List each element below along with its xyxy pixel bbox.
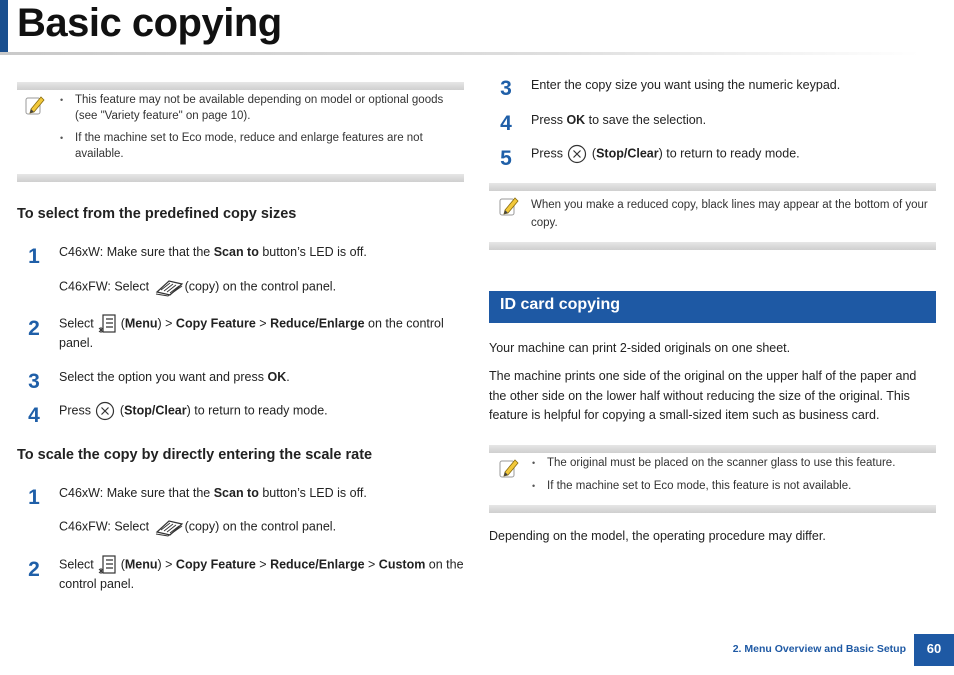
step-number: 3 xyxy=(500,77,512,100)
step-text: C46xW: Make sure that the Scan to button’s LED is off. xyxy=(59,486,367,500)
step-text: Press (Stop/Clear) to return to ready mode. xyxy=(59,401,459,421)
title-edge-bar xyxy=(0,0,8,54)
step-number: 1 xyxy=(28,245,40,268)
stop-clear-icon xyxy=(95,401,115,421)
step-text: C46xW: Make sure that the Scan to button’s LED is off. xyxy=(59,245,367,259)
pencil-note-icon xyxy=(498,195,520,217)
note-top-bar xyxy=(489,183,936,191)
title-divider xyxy=(0,52,920,55)
paragraph: Depending on the model, the operating procedure may differ. xyxy=(489,529,826,543)
step-text: Select the option you want and press OK. xyxy=(59,370,290,384)
note-box-availability xyxy=(17,82,464,182)
step-text: Press (Stop/Clear) to return to ready mode. xyxy=(531,144,931,164)
note-item: • The original must be placed on the scanner glass to use this feature. xyxy=(532,456,932,472)
section-heading-predefined: To select from the predefined copy sizes xyxy=(17,206,297,222)
note-bottom-bar xyxy=(489,505,936,513)
section-title: ID card copying xyxy=(500,296,621,313)
pencil-note-icon xyxy=(24,94,46,116)
menu-icon xyxy=(98,555,116,575)
step-text: Select (Menu) > Copy Feature > Reduce/Enlarge > Custom on the control panel. xyxy=(59,555,464,593)
step-text: Enter the copy size you want using the numeric keypad. xyxy=(531,78,841,92)
paragraph: The machine prints one side of the original on the upper half of the paper and the other side on the lower half without reducing the size of the original. This feature is helpful for copying a small-sized item such as business card. xyxy=(489,369,917,422)
step-number: 2 xyxy=(28,317,40,340)
stop-clear-icon xyxy=(567,144,587,164)
page-number: 60 xyxy=(914,634,954,666)
note-bottom-bar xyxy=(17,174,464,182)
copy-icon xyxy=(154,517,184,537)
menu-icon xyxy=(98,314,116,334)
note-item: • If the machine set to Eco mode, this feature is not available. xyxy=(532,479,932,495)
step-number: 3 xyxy=(28,370,40,393)
note-top-bar xyxy=(489,445,936,453)
note-box-reduced-copy xyxy=(489,183,936,250)
copy-icon xyxy=(154,277,184,297)
note-bottom-bar xyxy=(489,242,936,250)
step-number: 2 xyxy=(28,558,40,581)
note-box-id-card xyxy=(489,445,936,513)
note-text: When you make a reduced copy, black lines may appear at the bottom of your copy. xyxy=(531,199,928,229)
step-number: 1 xyxy=(28,486,40,509)
step-text: Press OK to save the selection. xyxy=(531,113,707,127)
paragraph: Your machine can print 2-sided originals on one sheet. xyxy=(489,341,791,355)
step-text: C46xFW: Select (copy) on the control panel. xyxy=(59,517,459,537)
section-header-id-card xyxy=(489,291,936,323)
page-title: Basic copying xyxy=(17,1,282,45)
step-number: 4 xyxy=(500,112,512,135)
note-item: • If the machine set to Eco mode, reduce and enlarge features are not available. xyxy=(60,131,460,162)
step-text: C46xFW: Select (copy) on the control panel. xyxy=(59,277,459,297)
pencil-note-icon xyxy=(498,457,520,479)
step-number: 4 xyxy=(28,404,40,427)
step-text: Select (Menu) > Copy Feature > Reduce/Enlarge on the control panel. xyxy=(59,314,459,352)
footer-chapter: 2. Menu Overview and Basic Setup xyxy=(732,643,906,655)
note-list xyxy=(532,456,932,501)
section-heading-scale-rate: To scale the copy by directly entering the scale rate xyxy=(17,447,373,463)
note-top-bar xyxy=(17,82,464,90)
step-number: 5 xyxy=(500,147,512,170)
note-list xyxy=(60,93,460,169)
note-item: • This feature may not be available depending on model or optional goods (see "Variety feature" on page 10). xyxy=(60,93,460,124)
